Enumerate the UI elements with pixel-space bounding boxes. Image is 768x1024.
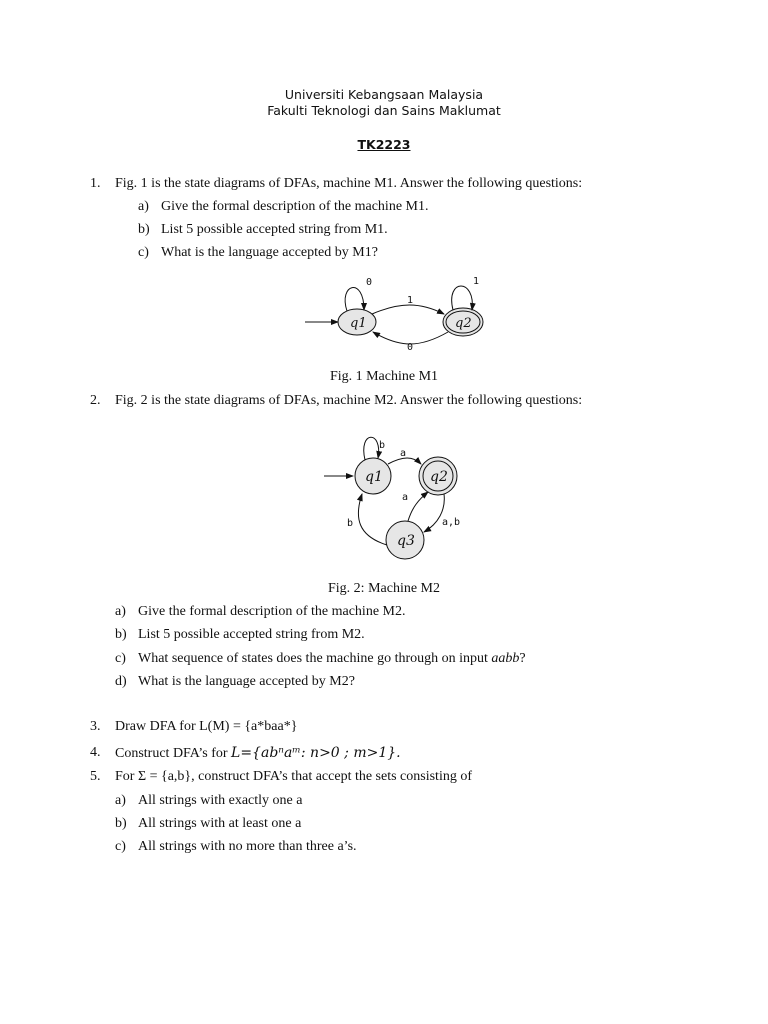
fig1-state-q1-label: q1	[350, 316, 367, 331]
q3-number: 3.	[90, 719, 101, 734]
fig2-edge-q3-q1	[358, 494, 387, 545]
fig2-label-q3-q1: b	[347, 518, 354, 529]
q2-d-text: What is the language accepted by M2?	[138, 674, 355, 689]
q4-number: 4.	[90, 745, 101, 760]
fig1-label-self-q2: 1	[473, 276, 480, 287]
q2-a-label: a)	[115, 604, 126, 619]
q2-a-text: Give the formal description of the machine M2.	[138, 604, 406, 619]
q2-c-label: c)	[115, 651, 126, 666]
fig2-label-q3-q2: a	[402, 492, 409, 503]
fig1-label-q1-q2: 1	[407, 295, 414, 306]
q3-text: Draw DFA for L(M) = {a*baa*}	[115, 719, 298, 734]
fig1-label-q2-q1: 0	[407, 342, 414, 353]
q5-text: For Σ = {a,b}, construct DFA’s that accept the sets consisting of	[115, 769, 472, 784]
q2-number: 2.	[90, 393, 101, 408]
q2-b-text: List 5 possible accepted string from M2.	[138, 627, 365, 642]
fig2-state-q1-label: q1	[365, 469, 383, 485]
q1-c-text: What is the language accepted by M1?	[161, 245, 378, 260]
fig2-label-self-q1: b	[379, 440, 386, 451]
q4-text: Construct DFA’s for L={abⁿaᵐ: n>0 ; m>1}.	[115, 745, 401, 761]
fig2-label-q2-q3: a,b	[442, 517, 461, 528]
q1-text: Fig. 1 is the state diagrams of DFAs, machine M1. Answer the following questions:	[115, 176, 583, 191]
fig2-edge-q3-q2	[408, 492, 428, 521]
q5-a-text: All strings with exactly one a	[138, 793, 303, 808]
q5-c-label: c)	[115, 839, 126, 854]
fig1-caption: Fig. 1 Machine M1	[329, 369, 439, 384]
q5-b-label: b)	[115, 816, 127, 831]
fig2-self-loop-q1	[364, 437, 379, 460]
q2-c-input-string: aabb	[491, 651, 520, 666]
faculty-name: Fakulti Teknologi dan Sains Maklumat	[267, 103, 501, 118]
fig2-caption: Fig. 2: Machine M2	[328, 581, 440, 596]
fig1-self-loop-q2	[452, 286, 473, 310]
fig1-self-loop-q1	[345, 288, 364, 311]
q1-a-text: Give the formal description of the machine M1.	[161, 199, 429, 214]
fig1-state-diagram	[300, 270, 500, 360]
q4-formula: L={abⁿaᵐ: n>0 ; m>1}.	[231, 745, 401, 761]
course-code: TK2223	[357, 137, 411, 152]
q5-a-label: a)	[115, 793, 126, 808]
fig2-label-q1-q2: a	[400, 448, 407, 459]
q2-text: Fig. 2 is the state diagrams of DFAs, machine M2. Answer the following questions:	[115, 393, 583, 408]
q2-c-text: What sequence of states does the machine go through on input aabb?	[138, 651, 526, 666]
fig1-label-self-q1: 0	[366, 277, 373, 288]
university-name: Universiti Kebangsaan Malaysia	[284, 87, 484, 102]
fig2-state-q2-label: q2	[430, 469, 448, 485]
fig1-state-q2-label: q2	[455, 316, 472, 331]
fig2-state-diagram	[318, 428, 478, 568]
fig1-edge-q1-q2	[372, 305, 444, 314]
q5-c-text: All strings with no more than three a’s.	[138, 839, 357, 854]
q1-number: 1.	[90, 176, 101, 191]
fig2-state-q3-label: q3	[397, 533, 415, 549]
q1-b-label: b)	[138, 222, 150, 237]
q1-b-text: List 5 possible accepted string from M1.	[161, 222, 388, 237]
q5-number: 5.	[90, 769, 101, 784]
q2-d-label: d)	[115, 674, 127, 689]
q1-c-label: c)	[138, 245, 149, 260]
q2-b-label: b)	[115, 627, 127, 642]
q5-b-text: All strings with at least one a	[138, 816, 302, 831]
q1-a-label: a)	[138, 199, 149, 214]
